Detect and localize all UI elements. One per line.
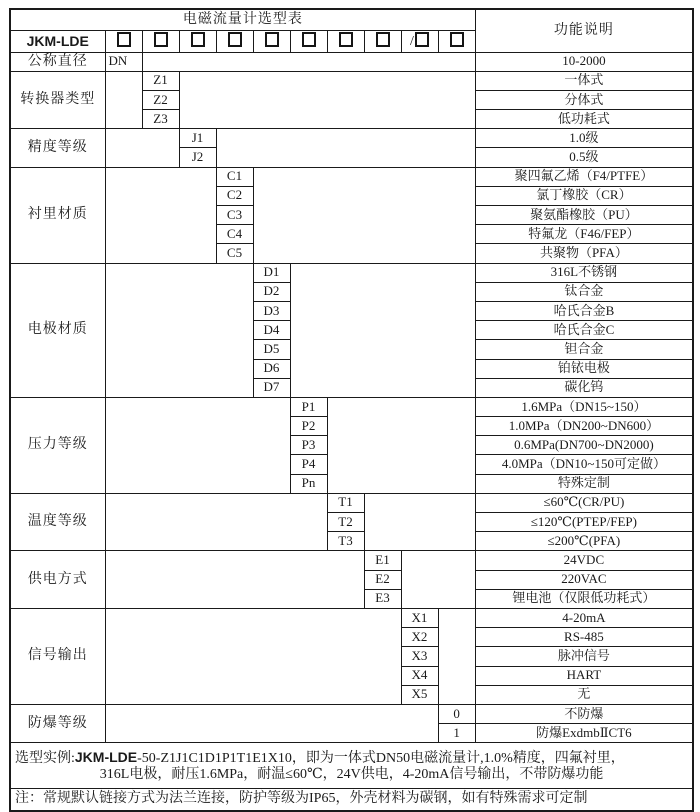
empty-cell: [401, 551, 475, 609]
code-cell-dn: DN: [105, 52, 142, 71]
section-label-temperature-rating: 温度等级: [10, 493, 105, 551]
code-cell-0: 0: [438, 704, 475, 723]
empty-cell: [216, 129, 475, 167]
empty-cell: [105, 129, 179, 167]
desc-cell-dn: 10-2000: [475, 52, 693, 71]
section-label-converter-type: 转换器类型: [10, 71, 105, 129]
code-cell-p4: P4: [290, 455, 327, 474]
desc-cell-z3: 低功耗式: [475, 110, 693, 129]
desc-cell-c5: 共聚物（PFA）: [475, 244, 693, 263]
checkbox-icon: [450, 32, 464, 47]
model-code-box-2: [142, 30, 179, 52]
desc-cell-x1: 4-20mA: [475, 608, 693, 627]
desc-cell-t2: ≤120℃(PTEP/FEP): [475, 513, 693, 532]
checkbox-icon: [415, 32, 429, 47]
desc-cell-c3: 聚氨酯橡胶（PU）: [475, 206, 693, 225]
code-cell-t3: T3: [327, 532, 364, 551]
empty-cell: [105, 263, 253, 397]
empty-cell: [364, 493, 475, 551]
empty-cell: [327, 397, 475, 493]
code-cell-pn: Pn: [290, 474, 327, 493]
code-cell-x3: X3: [401, 647, 438, 666]
code-cell-t1: T1: [327, 493, 364, 512]
empty-cell: [105, 71, 142, 129]
desc-cell-c2: 氯丁橡胶（CR）: [475, 186, 693, 205]
desc-cell-d6: 铂铱电极: [475, 359, 693, 378]
example-line-1: [11, 749, 692, 767]
desc-cell-x2: RS-485: [475, 628, 693, 647]
checkbox-icon: [154, 32, 168, 47]
empty-cell: [105, 167, 216, 263]
checkbox-icon: [265, 32, 279, 47]
desc-cell-z1: 一体式: [475, 71, 693, 90]
section-label-accuracy-class: 精度等级: [10, 129, 105, 167]
code-cell-x5: X5: [401, 685, 438, 704]
desc-cell-p4: 4.0MPa（DN10~150可定做）: [475, 455, 693, 474]
desc-cell-d7: 碳化钨: [475, 378, 693, 397]
empty-cell: [105, 397, 290, 493]
desc-cell-0: 不防爆: [475, 704, 693, 723]
desc-cell-c4: 特氟龙（F46/FEP）: [475, 225, 693, 244]
checkbox-icon: [376, 32, 390, 47]
desc-cell-d1: 316L不锈钢: [475, 263, 693, 282]
code-cell-1: 1: [438, 724, 475, 743]
code-cell-c2: C2: [216, 186, 253, 205]
model-code-box-1: [105, 30, 142, 52]
desc-cell-c1: 聚四氟乙烯（F4/PTFE）: [475, 167, 693, 186]
desc-cell-e1: 24VDC: [475, 551, 693, 570]
code-cell-x2: X2: [401, 628, 438, 647]
desc-cell-1: 防爆ExdmbⅡCT6: [475, 724, 693, 743]
desc-cell-e3: 锂电池（仅限低功耗式）: [475, 589, 693, 608]
desc-cell-d2: 钛合金: [475, 282, 693, 301]
code-cell-z3: Z3: [142, 110, 179, 129]
desc-cell-x4: HART: [475, 666, 693, 685]
empty-cell: [142, 52, 475, 71]
desc-cell-d5: 钽合金: [475, 340, 693, 359]
code-cell-e1: E1: [364, 551, 401, 570]
code-cell-d3: D3: [253, 301, 290, 320]
code-cell-c5: C5: [216, 244, 253, 263]
section-label-electrode-material: 电极材质: [10, 263, 105, 397]
code-cell-d5: D5: [253, 340, 290, 359]
example-line-2: 316L电极，耐压1.6MPa，耐温≤60℃，24V供电，4-20mA信号输出，不带防爆功能: [99, 766, 604, 782]
code-cell-c4: C4: [216, 225, 253, 244]
code-cell-p2: P2: [290, 417, 327, 436]
model-code-box-3: [179, 30, 216, 52]
model-code-box-5: [253, 30, 290, 52]
empty-cell: [253, 167, 475, 263]
section-label-nominal-diameter: 公称直径: [10, 52, 105, 71]
model-prefix: JKM-LDE: [10, 30, 105, 52]
section-label-power-supply: 供电方式: [10, 551, 105, 609]
checkbox-icon: [302, 32, 316, 47]
code-cell-t2: T2: [327, 513, 364, 532]
section-label-signal-output: 信号输出: [10, 608, 105, 704]
code-cell-d4: D4: [253, 321, 290, 340]
model-code-box-4: [216, 30, 253, 52]
empty-cell: [105, 493, 327, 551]
section-label-explosion-proof-rating: 防爆等级: [10, 704, 105, 742]
selection-table: [9, 8, 694, 812]
empty-cell: [179, 71, 475, 129]
empty-cell: [290, 263, 475, 397]
code-cell-e2: E2: [364, 570, 401, 589]
code-cell-j2: J2: [179, 148, 216, 167]
code-cell-d2: D2: [253, 282, 290, 301]
checkbox-icon: [339, 32, 353, 47]
desc-cell-p1: 1.6MPa（DN15~150）: [475, 397, 693, 416]
code-cell-z2: Z2: [142, 90, 179, 109]
code-cell-e3: E3: [364, 589, 401, 608]
model-code-box-6: [290, 30, 327, 52]
model-code-box-7: [327, 30, 364, 52]
desc-cell-x3: 脉冲信号: [475, 647, 693, 666]
desc-cell-j1: 1.0级: [475, 129, 693, 148]
code-cell-d7: D7: [253, 378, 290, 397]
empty-cell: [105, 704, 438, 742]
desc-cell-pn: 特殊定制: [475, 474, 693, 493]
checkbox-icon: [117, 32, 131, 47]
desc-cell-t3: ≤200℃(PFA): [475, 532, 693, 551]
section-label-pressure-rating: 压力等级: [10, 397, 105, 493]
code-cell-c1: C1: [216, 167, 253, 186]
desc-cell-p3: 0.6MPa(DN700~DN2000): [475, 436, 693, 455]
table-title: 电磁流量计选型表: [10, 9, 475, 30]
code-cell-d1: D1: [253, 263, 290, 282]
empty-cell: [105, 608, 401, 704]
code-cell-p1: P1: [290, 397, 327, 416]
desc-cell-d3: 哈氏合金B: [475, 301, 693, 320]
code-cell-x4: X4: [401, 666, 438, 685]
empty-cell: [438, 608, 475, 704]
desc-cell-j2: 0.5级: [475, 148, 693, 167]
example-model-code: JKM-LDE: [74, 748, 138, 765]
empty-cell: [105, 551, 364, 609]
selection-example: [10, 743, 693, 789]
footer-note: 注：常规默认链接方式为法兰连接，防护等级为IP65，外壳材料为碳钢，如有特殊需求可定制: [10, 789, 693, 811]
desc-cell-d4: 哈氏合金C: [475, 321, 693, 340]
code-cell-j1: J1: [179, 129, 216, 148]
checkbox-icon: [228, 32, 242, 47]
model-code-box-10: [438, 30, 475, 52]
code-cell-x1: X1: [401, 608, 438, 627]
box-prefix: /: [410, 33, 414, 49]
desc-cell-t1: ≤60℃(CR/PU): [475, 493, 693, 512]
example-line-1-text: -50-Z1J1C1D1P1T1E1X10，即为一体式DN50电磁流量计,1.0%精度，四氟衬里，: [137, 750, 625, 766]
code-cell-d6: D6: [253, 359, 290, 378]
checkbox-icon: [191, 32, 205, 47]
desc-cell-e2: 220VAC: [475, 570, 693, 589]
section-label-lining-material: 衬里材质: [10, 167, 105, 263]
desc-cell-p2: 1.0MPa（DN200~DN600）: [475, 417, 693, 436]
model-code-box-9: [401, 30, 438, 52]
code-cell-c3: C3: [216, 206, 253, 225]
function-description-header: 功能说明: [475, 9, 693, 52]
desc-cell-x5: 无: [475, 685, 693, 704]
desc-cell-z2: 分体式: [475, 90, 693, 109]
code-cell-z1: Z1: [142, 71, 179, 90]
example-label: 选型实例:: [15, 750, 75, 766]
code-cell-p3: P3: [290, 436, 327, 455]
model-code-box-8: [364, 30, 401, 52]
